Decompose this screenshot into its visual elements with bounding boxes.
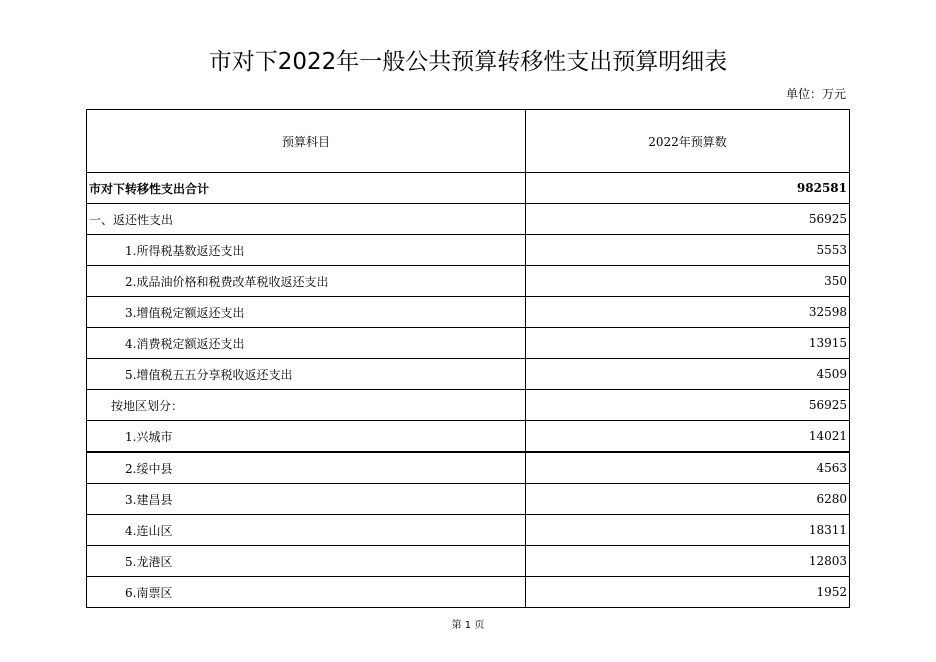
table-row — [87, 328, 850, 359]
row-name: 市对下转移性支出合计 — [87, 173, 526, 204]
row-name: 1.兴城市 — [87, 421, 526, 453]
budget-table — [86, 109, 850, 608]
row-name: 3.建昌县 — [87, 484, 526, 515]
row-name: 4.消费税定额返还支出 — [87, 328, 526, 359]
row-value: 1952 — [526, 577, 850, 608]
row-value: 4563 — [526, 452, 850, 484]
table-row — [87, 297, 850, 328]
row-value: 32598 — [526, 297, 850, 328]
row-value: 14021 — [526, 421, 850, 453]
row-value: 982581 — [526, 173, 850, 204]
row-name: 3.增值税定额返还支出 — [87, 297, 526, 328]
column-header-budget: 2022年预算数 — [526, 110, 850, 173]
column-header-subject: 预算科目 — [87, 110, 526, 173]
row-value: 56925 — [526, 204, 850, 235]
table-row — [87, 204, 850, 235]
row-name: 一、返还性支出 — [87, 204, 526, 235]
row-value: 12803 — [526, 546, 850, 577]
table-row — [87, 484, 850, 515]
row-value: 13915 — [526, 328, 850, 359]
table-row — [87, 515, 850, 546]
row-value: 4509 — [526, 359, 850, 390]
table-row — [87, 235, 850, 266]
row-name: 4.连山区 — [87, 515, 526, 546]
table-row — [87, 359, 850, 390]
row-value: 5553 — [526, 235, 850, 266]
row-name: 按地区划分： — [87, 390, 526, 421]
table-row-total — [87, 173, 850, 204]
row-value: 56925 — [526, 390, 850, 421]
row-name: 2.成品油价格和税费改革税收返还支出 — [87, 266, 526, 297]
page-title: 市对下2022年一般公共预算转移性支出预算明细表 — [208, 49, 728, 75]
unit-label: 单位：万元 — [785, 87, 846, 101]
row-value: 18311 — [526, 515, 850, 546]
table-row — [87, 390, 850, 421]
row-name: 6.南票区 — [87, 577, 526, 608]
row-name: 1.所得税基数返还支出 — [87, 235, 526, 266]
table-row — [87, 266, 850, 297]
table-header-row — [87, 110, 850, 173]
table-row — [87, 546, 850, 577]
row-name: 2.绥中县 — [87, 452, 526, 484]
row-name: 5.增值税五五分享税收返还支出 — [87, 359, 526, 390]
table-row — [87, 452, 850, 484]
table-row — [87, 421, 850, 453]
page-number: 第 1 页 — [451, 620, 485, 631]
row-value: 6280 — [526, 484, 850, 515]
table-row — [87, 577, 850, 608]
row-value: 350 — [526, 266, 850, 297]
row-name: 5.龙港区 — [87, 546, 526, 577]
